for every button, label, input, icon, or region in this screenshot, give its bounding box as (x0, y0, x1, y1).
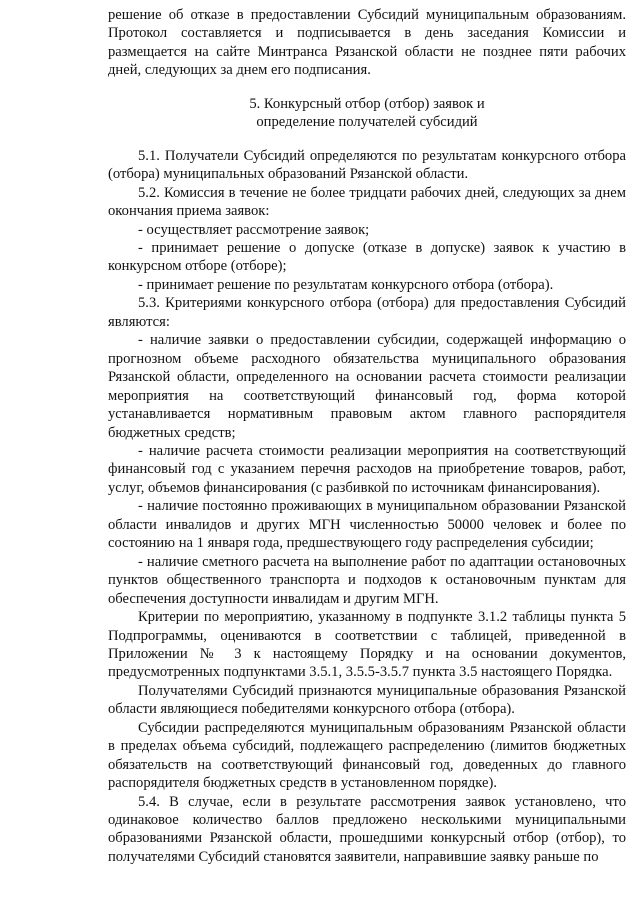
paragraph-criteria-evaluation: Критерии по мероприятию, указанному в подпункте 3.1.2 таблицы пункта 5 Подпрограммы, оцениваются в соответствии с таблицей, приведенной в Приложении № 3 к настоящему Порядку и на основании документов, предусмотренных подпунктами 3.5.1, 3.5.5-3.5.7 пункта 3.5 настоящего Порядка. (108, 609, 626, 681)
section-title-line-2: определение получателей субсидий (256, 114, 478, 131)
paragraph-distribution: Субсидии распределяются муниципальным образованиям Рязанской области в пределах объема субсидий, подлежащего распределению (лимитов бюджетных обязательств на соответствующий финансовый год, доведенных до главного распорядителя бюджетных средств в установленном порядке). (108, 719, 626, 792)
document-page (108, 6, 626, 866)
paragraph-5-2: 5.2. Комиссия в течение не более тридцати рабочих дней, следующих за днем окончания приема заявок: (108, 184, 626, 220)
list-item-review: - осуществляет рассмотрение заявок; (138, 221, 370, 238)
criterion-application: - наличие заявки о предоставлении субсидии, содержащей информацию о прогнозном объеме расходного обязательства муниципального образования Рязанской области, определенного на основании расчета стоимости реализации мероприятия на соответствующий финансовый год, форма которой устанавливается нормативным правовым актом главного распорядителя бюджетных средств; (108, 332, 626, 441)
criterion-population: - наличие постоянно проживающих в муниципальном образовании Рязанской области инвалидов и других МГН численностью 50000 человек и более по состоянию на 1 января года, предшествующего году распределения субсидии; (108, 498, 626, 552)
paragraph-5-4: 5.4. В случае, если в результате рассмотрения заявок установлено, что одинаковое количество баллов предложено несколькими муниципальными образованиями Рязанской области, прошедшими конкурсный отбор (отбор), то получателями Субсидий становятся заявители, направившие заявку раньше по (108, 793, 626, 865)
paragraph-recipients: Получателями Субсидий признаются муниципальные образования Рязанской области являющиеся победителями конкурсного отбора (отбора). (108, 682, 626, 718)
intro-paragraph: решение об отказе в предоставлении Субсидий муниципальным образованиям. Протокол составляется и подписывается в день заседания Комиссии и размещается на сайте Минтранса Рязанской области не позднее пяти рабочих дней, следующих за днем его подписания. (108, 7, 626, 79)
paragraph-5-3: 5.3. Критериями конкурсного отбора (отбора) для предоставления Субсидий являются: (108, 295, 626, 330)
paragraph-5-1: 5.1. Получатели Субсидий определяются по результатам конкурсного отбора (отбора) муниципальных образований Рязанской области. (108, 147, 626, 183)
list-item-decision: - принимает решение по результатам конкурсного отбора (отбора). (138, 276, 554, 293)
criterion-estimate: - наличие сметного расчета на выполнение работ по адаптации остановочных пунктов общественного транспорта и подходов к остановочным пунктам для обеспечения доступности инвалидам и другим МГН. (108, 553, 626, 607)
section-title (108, 95, 626, 132)
section-title-line-1: 5. Конкурсный отбор (отбор) заявок и (249, 95, 485, 112)
list-item-admission: - принимает решение о допуске (отказе в допуске) заявок к участию в конкурсном отборе (отборе); (108, 239, 626, 275)
criterion-cost-calculation: - наличие расчета стоимости реализации мероприятия на соответствующий финансовый год с указанием перечня расходов на приобретение товаров, работ, услуг, объемов финансирования (с разбивкой по источникам финансирования). (108, 442, 626, 496)
